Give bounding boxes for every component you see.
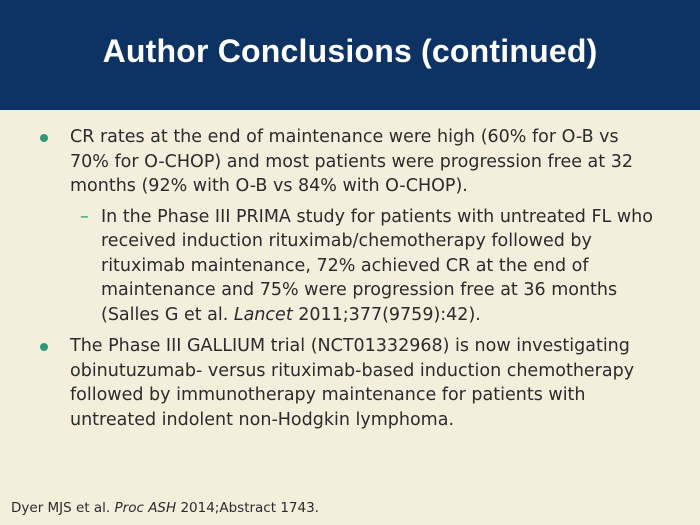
slide-title: Author Conclusions (continued) <box>102 32 598 69</box>
bullet-item-gallium <box>0 334 700 432</box>
bullet-text: The Phase III GALLIUM trial (NCT01332968) is now investigating obinutuzumab- versus rituximab-based induction chemotherapy followed by immunotherapy maintenance for patients with untreated indolent non-Hodgkin lymphoma. <box>70 336 635 430</box>
footnote-author: Dyer MJS et al. <box>11 500 115 516</box>
footnote-detail: 2014;Abstract 1743. <box>176 500 319 516</box>
bullet-item-cr-rates <box>0 125 700 199</box>
title-bar <box>0 0 700 110</box>
bullet-dot-icon <box>40 343 48 351</box>
citation-text: 2011;377(9759):42). <box>292 304 481 325</box>
dash-icon: – <box>80 206 89 227</box>
footnote-reference <box>11 500 319 516</box>
journal-name: Lancet <box>233 304 293 325</box>
sub-bullet-text: In the Phase III PRIMA study for patients with untreated FL who received induction rituximab/chemotherapy followed by rituximab maintenance, 72% achieved CR at the end of maintenance and 75% were progression free at 36 months (Salles G et al. <box>101 206 653 325</box>
slide-body <box>0 125 700 432</box>
sub-bullet-prima <box>0 205 700 328</box>
bullet-text: CR rates at the end of maintenance were high (60% for O-B vs 70% for O-CHOP) and most patients were progression free at 32 months (92% with O-B vs 84% with O-CHOP). <box>70 127 633 196</box>
footnote-journal: Proc ASH <box>114 500 177 516</box>
bullet-dot-icon <box>40 134 48 142</box>
